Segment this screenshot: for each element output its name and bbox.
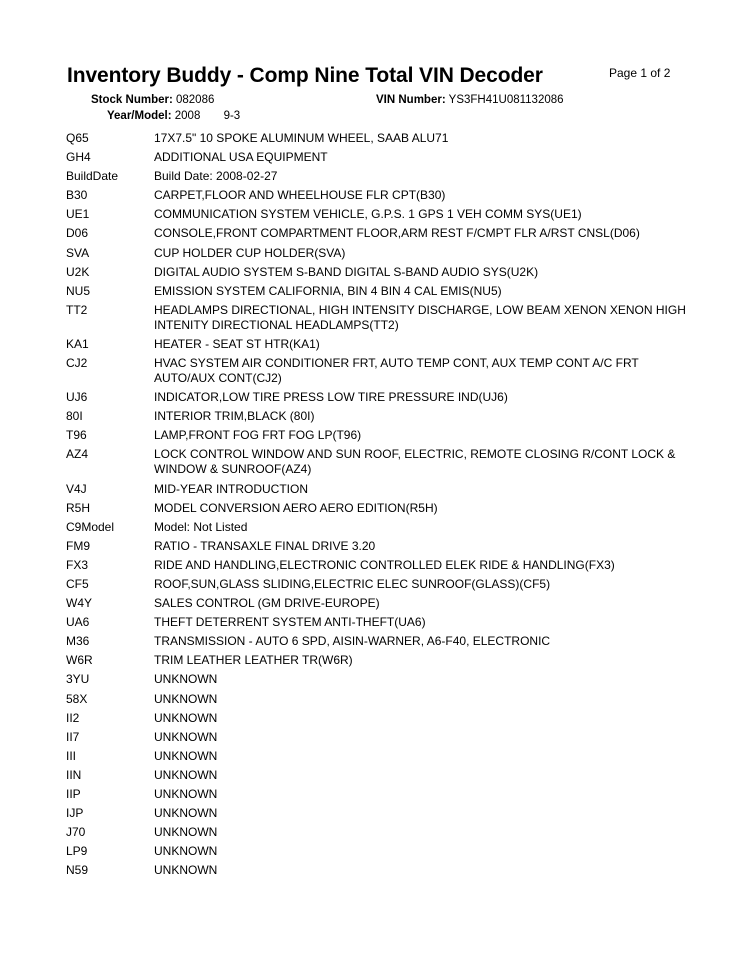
option-description: MODEL CONVERSION AERO AERO EDITION(R5H)	[154, 500, 438, 515]
option-description: INTERIOR TRIM,BLACK (80I)	[154, 409, 315, 424]
option-row	[66, 482, 686, 497]
option-code: II2	[66, 710, 80, 725]
option-code: R5H	[66, 500, 91, 515]
option-row	[66, 409, 686, 424]
year-model-label: Year/Model:	[107, 110, 172, 122]
option-code: D06	[66, 226, 89, 241]
option-description: RIDE AND HANDLING,ELECTRONIC CONTROLLED ELEK RIDE & HANDLING(FX3)	[154, 557, 615, 572]
option-row	[66, 692, 686, 707]
option-description: THEFT DETERRENT SYSTEM ANTI-THEFT(UA6)	[154, 615, 426, 630]
option-row	[66, 390, 686, 405]
option-description: CONSOLE,FRONT COMPARTMENT FLOOR,ARM REST F/CMPT FLR A/RST CNSL(D06)	[154, 226, 640, 241]
option-code: 3YU	[66, 672, 90, 687]
option-description: DIGITAL AUDIO SYSTEM S-BAND DIGITAL S-BAND AUDIO SYS(U2K)	[154, 264, 539, 279]
option-description: Build Date: 2008-02-27	[154, 169, 278, 184]
option-description: RATIO - TRANSAXLE FINAL DRIVE 3.20	[154, 538, 376, 553]
option-row	[66, 150, 686, 165]
option-row	[66, 577, 686, 592]
option-code: C9Model	[66, 519, 115, 534]
option-row	[66, 768, 686, 783]
option-code: W4Y	[66, 596, 93, 611]
option-description: HVAC SYSTEM AIR CONDITIONER FRT, AUTO TEMP CONT, AUX TEMP CONT A/C FRT AUTO/AUX CONT(CJ2)	[154, 356, 639, 386]
option-code: III	[66, 748, 77, 763]
option-description: LAMP,FRONT FOG FRT FOG LP(T96)	[154, 428, 362, 443]
option-row	[66, 284, 686, 299]
option-row	[66, 501, 686, 516]
option-row	[66, 226, 686, 241]
option-code: 80I	[66, 409, 83, 424]
option-code: IJP	[66, 806, 84, 821]
stock-number-label: Stock Number:	[91, 94, 173, 106]
year-value: 2008	[174, 110, 201, 122]
option-description: HEATER - SEAT ST HTR(KA1)	[154, 336, 320, 351]
option-description: UNKNOWN	[154, 710, 218, 725]
option-code: UA6	[66, 615, 90, 630]
option-description: Model: Not Listed	[154, 519, 248, 534]
option-description: UNKNOWN	[154, 729, 218, 744]
option-row	[66, 749, 686, 764]
option-description: ADDITIONAL USA EQUIPMENT	[154, 150, 328, 165]
option-description: EMISSION SYSTEM CALIFORNIA, BIN 4 BIN 4 CAL EMIS(NU5)	[154, 283, 502, 298]
option-description: ROOF,SUN,GLASS SLIDING,ELECTRIC ELEC SUNROOF(GLASS)(CF5)	[154, 576, 551, 591]
year-model-field	[107, 110, 240, 122]
option-description: UNKNOWN	[154, 767, 218, 782]
option-description: MID-YEAR INTRODUCTION	[154, 481, 308, 496]
option-description: TRIM LEATHER LEATHER TR(W6R)	[154, 653, 353, 668]
option-code: CJ2	[66, 356, 88, 371]
option-row	[66, 844, 686, 859]
option-code: FX3	[66, 557, 89, 572]
option-code: T96	[66, 428, 87, 443]
option-code: Q65	[66, 131, 89, 145]
vin-number-field	[376, 94, 564, 106]
option-code: BuildDate	[66, 169, 119, 184]
option-description: UNKNOWN	[154, 806, 218, 821]
model-value: 9-3	[223, 110, 241, 122]
option-row	[66, 806, 686, 821]
option-code: U2K	[66, 264, 90, 279]
option-description: CUP HOLDER CUP HOLDER(SVA)	[154, 245, 346, 260]
option-description: LOCK CONTROL WINDOW AND SUN ROOF, ELECTRIC, REMOTE CLOSING R/CONT LOCK & WINDOW & SUNROOF(AZ4)	[154, 447, 676, 477]
option-code: GH4	[66, 150, 91, 165]
option-description: SALES CONTROL (GM DRIVE-EUROPE)	[154, 596, 380, 611]
option-row	[66, 634, 686, 649]
option-code: V4J	[66, 481, 87, 496]
option-row	[66, 730, 686, 745]
option-row	[66, 653, 686, 668]
option-row	[66, 428, 686, 443]
page-title: Inventory Buddy - Comp Nine Total VIN Decoder	[67, 64, 543, 87]
option-code: M36	[66, 634, 90, 649]
option-code: IIN	[66, 767, 82, 782]
option-code: 58X	[66, 691, 88, 706]
option-code: LP9	[66, 844, 88, 859]
option-row	[66, 672, 686, 687]
option-row	[66, 356, 686, 386]
option-row	[66, 711, 686, 726]
option-row	[66, 303, 686, 333]
option-code: B30	[66, 188, 88, 203]
option-code: AZ4	[66, 447, 89, 462]
option-description: UNKNOWN	[154, 863, 218, 878]
option-row	[66, 863, 686, 878]
option-code: SVA	[66, 245, 90, 260]
option-description: UNKNOWN	[154, 844, 218, 859]
option-description: INDICATOR,LOW TIRE PRESS LOW TIRE PRESSURE IND(UJ6)	[154, 390, 508, 405]
option-code: IIP	[66, 787, 81, 801]
option-description: UNKNOWN	[154, 748, 218, 763]
option-code: KA1	[66, 336, 89, 351]
option-description: UNKNOWN	[154, 787, 218, 801]
option-row	[66, 169, 686, 184]
option-code: J70	[66, 825, 86, 840]
option-code-list	[66, 131, 686, 882]
option-description: CARPET,FLOOR AND WHEELHOUSE FLR CPT(B30)	[154, 188, 446, 203]
option-code: II7	[66, 729, 80, 744]
option-row	[66, 337, 686, 352]
option-description: TRANSMISSION - AUTO 6 SPD, AISIN-WARNER, A6-F40, ELECTRONIC	[154, 634, 551, 649]
page-number: Page 1 of 2	[609, 66, 671, 80]
option-code: W6R	[66, 653, 93, 668]
option-code: N59	[66, 863, 89, 878]
option-description: COMMUNICATION SYSTEM VEHICLE, G.P.S. 1 GPS 1 VEH COMM SYS(UE1)	[154, 207, 582, 222]
option-description: UNKNOWN	[154, 691, 218, 706]
option-row	[66, 539, 686, 554]
option-code: FM9	[66, 538, 90, 553]
option-row	[66, 558, 686, 573]
option-row	[66, 825, 686, 840]
option-row	[66, 447, 686, 477]
option-row	[66, 787, 686, 802]
vin-number-label: VIN Number:	[376, 94, 446, 106]
stock-number-field	[91, 94, 214, 106]
option-code: UJ6	[66, 390, 88, 405]
option-row	[66, 188, 686, 203]
option-description: HEADLAMPS DIRECTIONAL, HIGH INTENSITY DISCHARGE, LOW BEAM XENON XENON HIGH INTENITY DIRECTIONAL HEADLAMPS(TT2)	[154, 302, 686, 332]
option-row	[66, 131, 686, 146]
option-row	[66, 596, 686, 611]
option-row	[66, 265, 686, 280]
option-row	[66, 615, 686, 630]
option-description: UNKNOWN	[154, 825, 218, 840]
option-row	[66, 246, 686, 261]
option-row	[66, 207, 686, 222]
vin-number-value: YS3FH41U081132086	[448, 94, 564, 106]
option-description: UNKNOWN	[154, 672, 218, 687]
option-code: UE1	[66, 207, 90, 222]
option-row	[66, 520, 686, 535]
option-code: TT2	[66, 302, 88, 317]
option-code: CF5	[66, 576, 89, 591]
option-description: 17X7.5" 10 SPOKE ALUMINUM WHEEL, SAAB ALU71	[154, 131, 449, 145]
stock-number-value: 082086	[176, 94, 215, 106]
option-code: NU5	[66, 283, 91, 298]
